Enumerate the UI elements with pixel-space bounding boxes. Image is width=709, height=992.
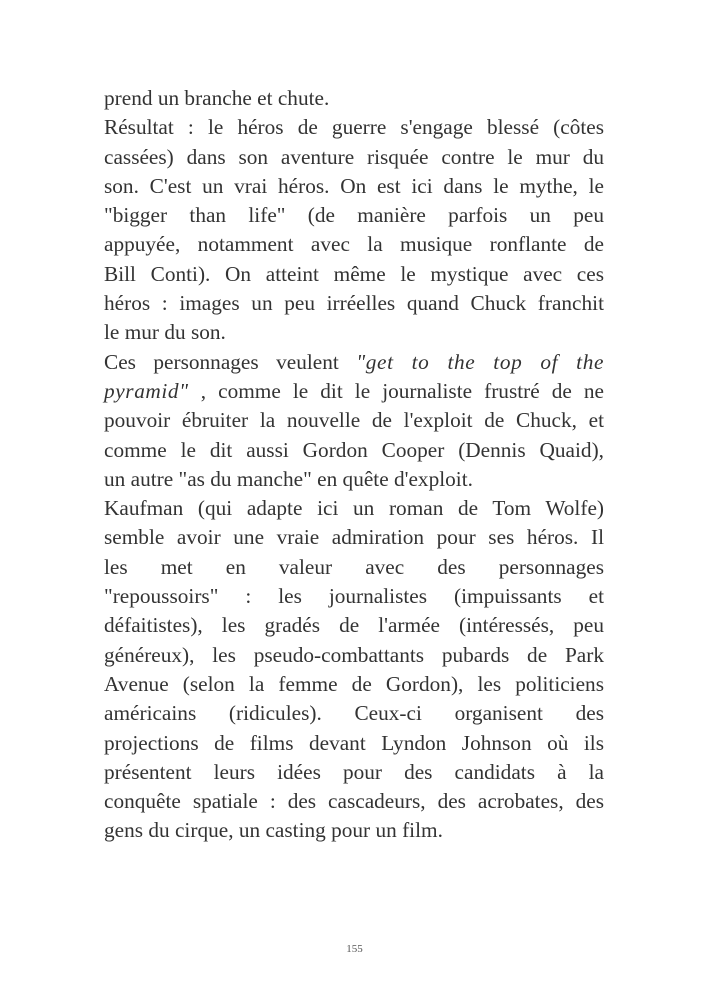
text-segment: Résultat : le héros de guerre s'engage blessé (côtes [104, 115, 604, 140]
text-segment: conquête spatiale : des cascadeurs, des acrobates, des [104, 789, 604, 814]
italic-quote: "get to the top of the [356, 349, 604, 374]
text-segment: Kaufman (qui adapte ici un roman de Tom Wolfe) [104, 496, 604, 521]
text-segment: présentent leurs idées pour des candidats à la [104, 759, 604, 784]
paragraph [104, 113, 604, 347]
text-segment: les met en valeur avec des personnages [104, 554, 604, 579]
text-line [104, 260, 604, 289]
paragraph [104, 348, 604, 494]
text-segment: un autre "as du manche" en quête d'exploit. [104, 466, 473, 491]
text-segment: américains (ridicules). Ceux-ci organisent des [104, 701, 604, 726]
text-line [104, 377, 604, 406]
page-number: 155 [346, 943, 363, 955]
text-segment: "bigger than life" (de manière parfois un peu [104, 203, 604, 228]
text-segment: comme le dit aussi Gordon Cooper (Dennis Quaid), [104, 437, 604, 462]
text-line [104, 318, 604, 347]
text-line [104, 729, 604, 758]
document-body [104, 84, 604, 846]
text-segment: pouvoir ébruiter la nouvelle de l'exploit de Chuck, et [104, 408, 604, 433]
text-segment: prend un branche et chute. [104, 86, 330, 110]
text-segment: gens du cirque, un casting pour un film. [104, 818, 443, 843]
paragraph [104, 84, 604, 113]
text-line [104, 84, 604, 113]
text-line [104, 289, 604, 318]
text-line [104, 611, 604, 640]
text-line [104, 670, 604, 699]
text-line [104, 582, 604, 611]
text-segment: son. C'est un vrai héros. On est ici dans le mythe, le [104, 173, 604, 198]
text-line [104, 172, 604, 201]
text-line [104, 787, 604, 816]
text-line [104, 201, 604, 230]
text-segment: projections de films devant Lyndon Johnson où ils [104, 730, 604, 755]
text-line [104, 143, 604, 172]
text-segment: Avenue (selon la femme de Gordon), les politiciens [104, 671, 604, 696]
text-segment: , comme le dit le journaliste frustré de ne [188, 378, 604, 403]
text-line [104, 553, 604, 582]
text-segment: appuyée, notamment avec la musique ronflante de [104, 232, 604, 257]
text-line [104, 494, 604, 523]
text-line [104, 699, 604, 728]
text-line [104, 816, 604, 845]
text-line [104, 113, 604, 142]
text-line [104, 436, 604, 465]
text-segment: Bill Conti). On atteint même le mystique avec ces [104, 261, 604, 286]
text-segment: généreux), les pseudo-combattants pubards de Park [104, 642, 604, 667]
paragraph [104, 494, 604, 846]
text-segment: défaitistes), les gradés de l'armée (intéressés, peu [104, 613, 604, 638]
text-segment: "repoussoirs" : les journalistes (impuissants et [104, 584, 604, 609]
text-segment: semble avoir une vraie admiration pour ses héros. Il [104, 525, 604, 550]
text-line [104, 641, 604, 670]
text-segment: héros : images un peu irréelles quand Chuck franchit [104, 291, 604, 316]
text-line [104, 348, 604, 377]
text-line [104, 230, 604, 259]
text-line [104, 523, 604, 552]
text-segment: cassées) dans son aventure risquée contre le mur du [104, 144, 604, 169]
text-line [104, 406, 604, 435]
italic-quote: pyramid" [104, 378, 189, 403]
text-line [104, 758, 604, 787]
text-line [104, 465, 604, 494]
text-segment: le mur du son. [104, 320, 226, 345]
text-segment: Ces personnages veulent [104, 349, 357, 374]
